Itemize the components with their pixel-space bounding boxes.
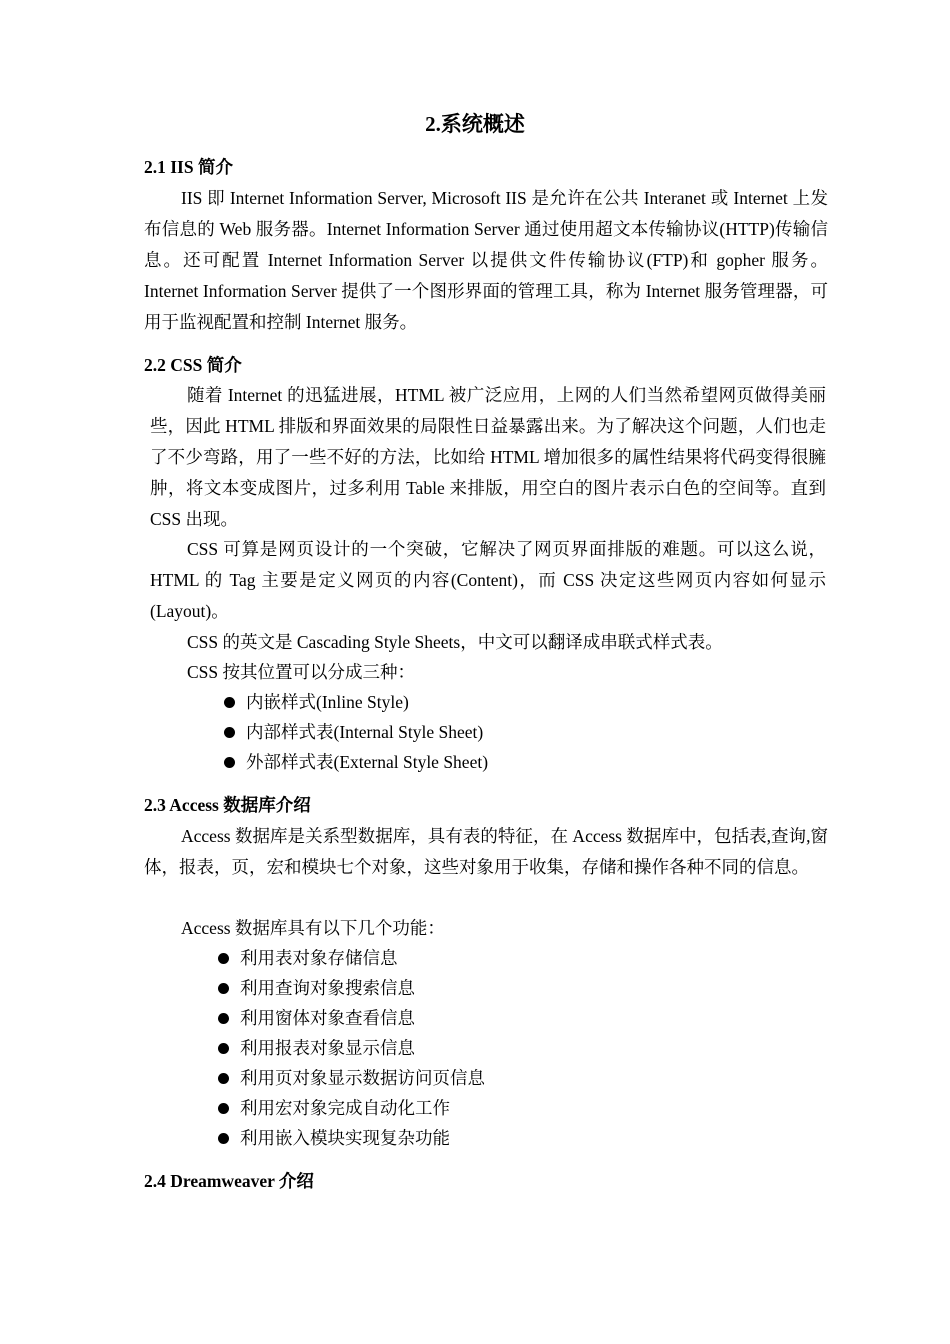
access-paragraph: Access 数据库是关系型数据库，具有表的特征，在 Access 数据库中，包括表,查询,窗体，报表，页，宏和模块七个对象，这些对象用于收集，存储和操作各种不同的信息。: [144, 826, 828, 877]
bullet-icon: [224, 727, 235, 738]
bullet-icon: [218, 1073, 229, 1084]
list-item: 利用查询对象搜索信息: [216, 973, 485, 1003]
css-paragraph-2: CSS 可算是网页设计的一个突破，它解决了网页界面排版的难题。可以这么说，HTML 的 Tag 主要是定义网页的内容(Content)，而 CSS 决定这些网页内容如何显示(Layout)。: [150, 539, 826, 621]
bullet-icon: [218, 1103, 229, 1114]
section-heading-dreamweaver: 2.4 Dreamweaver 介绍: [144, 1171, 314, 1191]
bullet-icon: [224, 757, 235, 768]
css-types-list: [222, 687, 488, 777]
bullet-icon: [218, 1133, 229, 1144]
css-paragraph-1: 随着 Internet 的迅猛进展，HTML 被广泛应用，上网的人们当然希望网页做得美丽些，因此 HTML 排版和界面效果的局限性日益暴露出来。为了解决这个问题，人们也走了不少弯路，用了一些不好的方法，比如给 HTML 增加很多的属性结果将代码变得很臃肿，将文本变成图片，过多利用 Table 来排版，用空白的图片表示白色的空间等。直到 CSS 出现。: [150, 385, 826, 529]
list-item: 外部样式表(External Style Sheet): [222, 747, 488, 777]
access-features-list: [216, 943, 485, 1153]
page-title: 2.系统概述: [425, 112, 525, 136]
bullet-icon: [218, 1013, 229, 1024]
bullet-icon: [224, 697, 235, 708]
section-heading-iis: 2.1 IIS 简介: [144, 157, 233, 177]
list-item: 内嵌样式(Inline Style): [222, 687, 488, 717]
list-item: 利用嵌入模块实现复杂功能: [216, 1123, 485, 1153]
access-line-features-intro: Access 数据库具有以下几个功能：: [181, 918, 445, 938]
bullet-icon: [218, 953, 229, 964]
css-line-english-name: CSS 的英文是 Cascading Style Sheets，中文可以翻译成串联式样式表。: [187, 632, 723, 652]
list-item: 利用表对象存储信息: [216, 943, 485, 973]
list-item: 内部样式表(Internal Style Sheet): [222, 717, 488, 747]
css-line-types-intro: CSS 按其位置可以分成三种：: [187, 662, 416, 682]
section-heading-access: 2.3 Access 数据库介绍: [144, 795, 311, 815]
bullet-icon: [218, 1043, 229, 1054]
iis-paragraph: IIS 即 Internet Information Server, Microsoft IIS 是允许在公共 Interanet 或 Internet 上发布信息的 Web 服务器。Internet Information Server 通过使用超文本传输协议(HTTP)传输信息。还可配置 Internet Information Server 以提供文件传输协议(FTP)和 gopher 服务。Internet Information Server 提供了一个图形界面的管理工具，称为 Internet 服务管理器，可用于监视配置和控制 Internet 服务。: [144, 188, 828, 332]
list-item: 利用窗体对象查看信息: [216, 1003, 485, 1033]
section-heading-css: 2.2 CSS 简介: [144, 355, 242, 375]
list-item: 利用报表对象显示信息: [216, 1033, 485, 1063]
list-item: 利用页对象显示数据访问页信息: [216, 1063, 485, 1093]
bullet-icon: [218, 983, 229, 994]
list-item: 利用宏对象完成自动化工作: [216, 1093, 485, 1123]
